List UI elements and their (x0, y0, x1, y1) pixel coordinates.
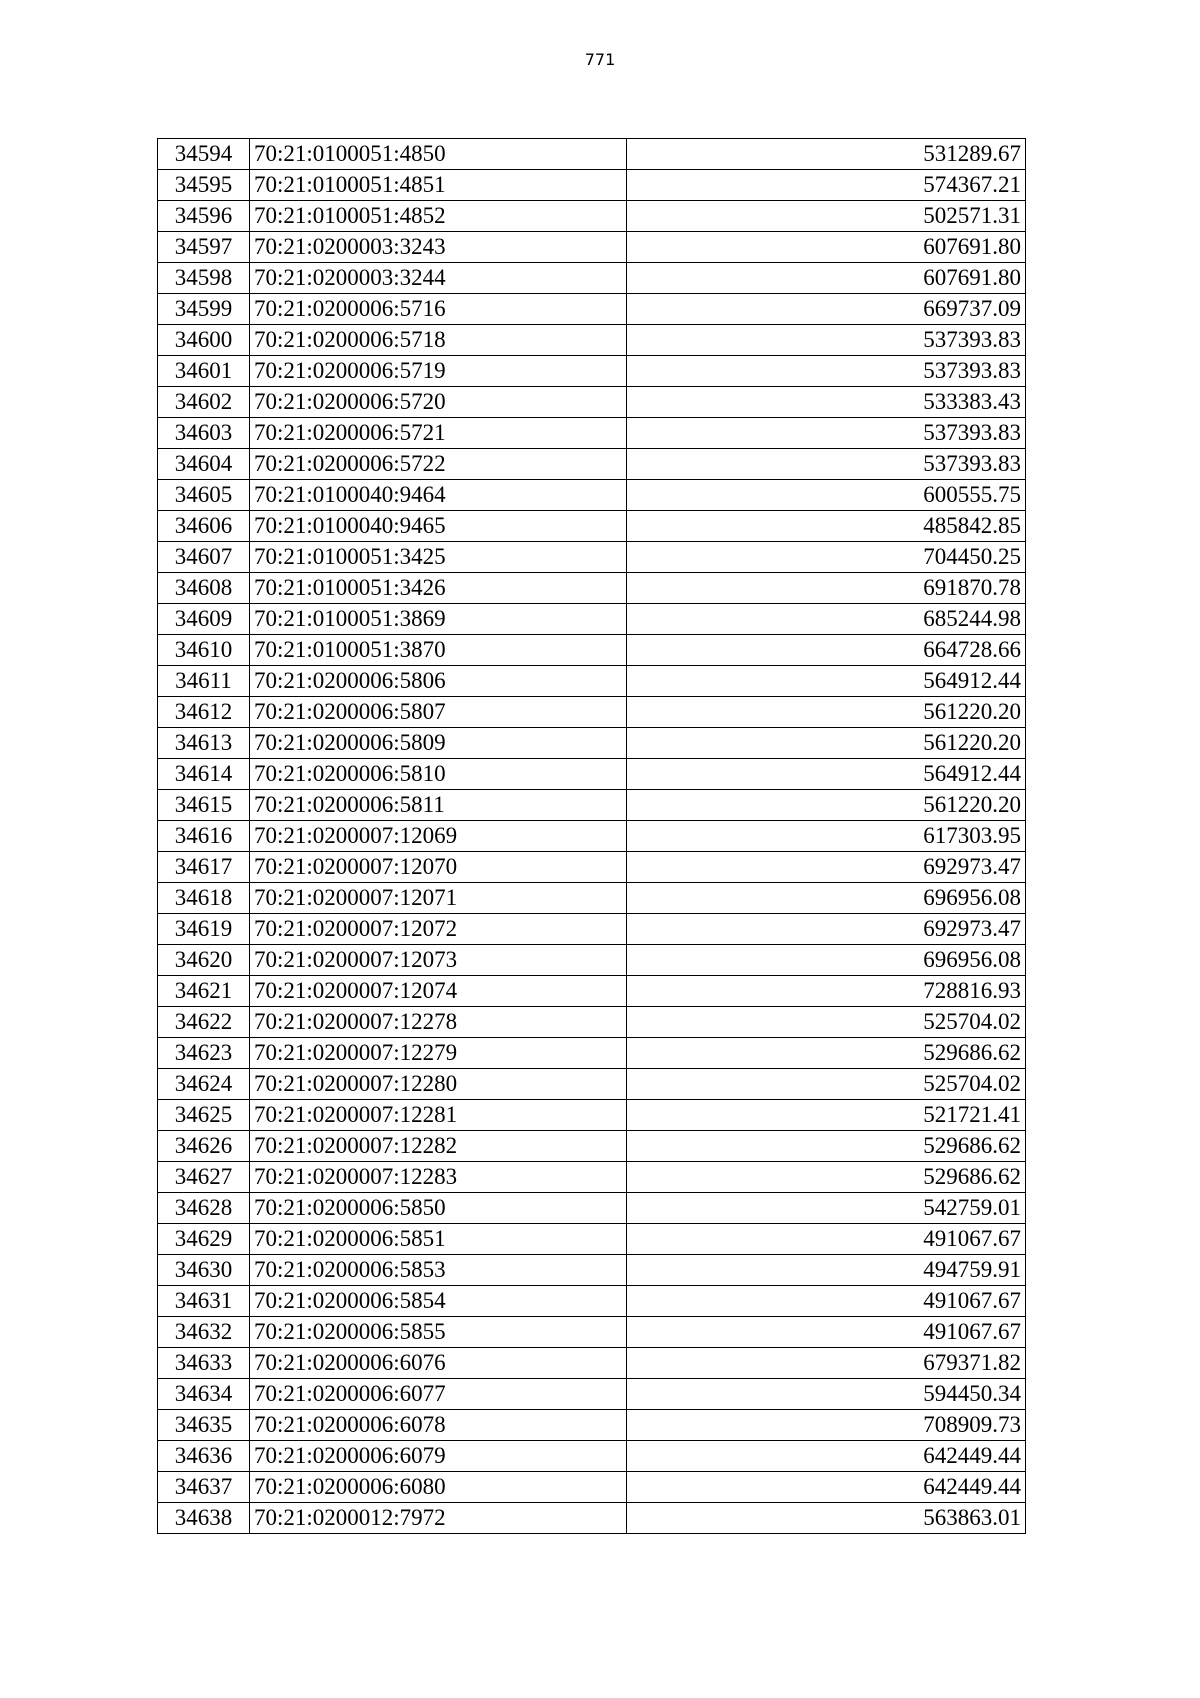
table-row (158, 1069, 1026, 1100)
cadastral-value-cell: 574367.21 (626, 170, 1025, 201)
cadastral-number-cell: 70:21:0100051:3870 (249, 635, 626, 666)
cadastral-number-cell: 70:21:0200006:5719 (249, 356, 626, 387)
table-row (158, 1162, 1026, 1193)
cadastral-number-cell: 70:21:0200007:12281 (249, 1100, 626, 1131)
cadastral-value-cell: 679371.82 (626, 1348, 1025, 1379)
table-row (158, 1193, 1026, 1224)
cadastral-number-cell: 70:21:0200006:5854 (249, 1286, 626, 1317)
cadastral-value-cell: 600555.75 (626, 480, 1025, 511)
row-number-cell: 34610 (158, 635, 250, 666)
row-number-cell: 34618 (158, 883, 250, 914)
cadastral-number-cell: 70:21:0200006:5718 (249, 325, 626, 356)
row-number-cell: 34598 (158, 263, 250, 294)
cadastral-value-cell: 537393.83 (626, 418, 1025, 449)
row-number-cell: 34635 (158, 1410, 250, 1441)
table-row (158, 170, 1026, 201)
cadastral-value-cell: 529686.62 (626, 1131, 1025, 1162)
cadastral-value-cell: 525704.02 (626, 1007, 1025, 1038)
cadastral-value-cell: 529686.62 (626, 1038, 1025, 1069)
row-number-cell: 34631 (158, 1286, 250, 1317)
cadastral-number-cell: 70:21:0200006:6079 (249, 1441, 626, 1472)
cadastral-number-cell: 70:21:0200007:12283 (249, 1162, 626, 1193)
table-row (158, 635, 1026, 666)
cadastral-number-cell: 70:21:0200006:5722 (249, 449, 626, 480)
cadastral-number-cell: 70:21:0200006:6078 (249, 1410, 626, 1441)
table-row (158, 821, 1026, 852)
cadastral-value-cell: 642449.44 (626, 1441, 1025, 1472)
table-row (158, 1255, 1026, 1286)
cadastral-number-cell: 70:21:0200007:12071 (249, 883, 626, 914)
row-number-cell: 34629 (158, 1224, 250, 1255)
cadastral-number-cell: 70:21:0200003:3243 (249, 232, 626, 263)
table-row (158, 449, 1026, 480)
cadastral-number-cell: 70:21:0200007:12278 (249, 1007, 626, 1038)
cadastral-number-cell: 70:21:0200007:12074 (249, 976, 626, 1007)
table-row (158, 511, 1026, 542)
cadastral-value-cell: 664728.66 (626, 635, 1025, 666)
cadastral-number-cell: 70:21:0200006:5721 (249, 418, 626, 449)
cadastral-value-cell: 502571.31 (626, 201, 1025, 232)
cadastral-number-cell: 70:21:0100051:3425 (249, 542, 626, 573)
cadastral-number-cell: 70:21:0200006:5806 (249, 666, 626, 697)
cadastral-number-cell: 70:21:0200006:5809 (249, 728, 626, 759)
cadastral-value-cell: 692973.47 (626, 852, 1025, 883)
cadastral-number-cell: 70:21:0200007:12282 (249, 1131, 626, 1162)
cadastral-number-cell: 70:21:0200006:6077 (249, 1379, 626, 1410)
cadastral-value-cell: 685244.98 (626, 604, 1025, 635)
table-row (158, 356, 1026, 387)
row-number-cell: 34608 (158, 573, 250, 604)
cadastral-value-cell: 561220.20 (626, 697, 1025, 728)
row-number-cell: 34634 (158, 1379, 250, 1410)
row-number-cell: 34597 (158, 232, 250, 263)
cadastral-value-cell: 521721.41 (626, 1100, 1025, 1131)
row-number-cell: 34595 (158, 170, 250, 201)
table-row (158, 1038, 1026, 1069)
cadastral-number-cell: 70:21:0200007:12069 (249, 821, 626, 852)
row-number-cell: 34602 (158, 387, 250, 418)
cadastral-number-cell: 70:21:0200006:5811 (249, 790, 626, 821)
row-number-cell: 34630 (158, 1255, 250, 1286)
cadastral-value-cell: 704450.25 (626, 542, 1025, 573)
row-number-cell: 34633 (158, 1348, 250, 1379)
cadastral-value-cell: 542759.01 (626, 1193, 1025, 1224)
cadastral-value-cell: 691870.78 (626, 573, 1025, 604)
page-number: 771 (584, 50, 616, 69)
cadastral-value-cell: 531289.67 (626, 139, 1025, 170)
table-row (158, 1503, 1026, 1534)
row-number-cell: 34636 (158, 1441, 250, 1472)
cadastral-value-cell: 607691.80 (626, 263, 1025, 294)
table-row (158, 1410, 1026, 1441)
row-number-cell: 34626 (158, 1131, 250, 1162)
row-number-cell: 34614 (158, 759, 250, 790)
cadastral-number-cell: 70:21:0100051:3426 (249, 573, 626, 604)
cadastral-number-cell: 70:21:0100051:4851 (249, 170, 626, 201)
cadastral-number-cell: 70:21:0200006:5855 (249, 1317, 626, 1348)
cadastral-number-cell: 70:21:0200007:12280 (249, 1069, 626, 1100)
row-number-cell: 34620 (158, 945, 250, 976)
cadastral-number-cell: 70:21:0200006:6080 (249, 1472, 626, 1503)
cadastral-number-cell: 70:21:0100051:4850 (249, 139, 626, 170)
cadastral-value-cell: 669737.09 (626, 294, 1025, 325)
cadastral-value-cell: 696956.08 (626, 883, 1025, 914)
cadastral-value-cell: 491067.67 (626, 1286, 1025, 1317)
cadastral-number-cell: 70:21:0200006:5720 (249, 387, 626, 418)
table-row (158, 1286, 1026, 1317)
table-row (158, 573, 1026, 604)
row-number-cell: 34612 (158, 697, 250, 728)
row-number-cell: 34628 (158, 1193, 250, 1224)
row-number-cell: 34637 (158, 1472, 250, 1503)
table-row (158, 852, 1026, 883)
row-number-cell: 34607 (158, 542, 250, 573)
row-number-cell: 34609 (158, 604, 250, 635)
cadastral-value-cell: 708909.73 (626, 1410, 1025, 1441)
cadastral-value-cell: 525704.02 (626, 1069, 1025, 1100)
cadastral-value-cell: 564912.44 (626, 759, 1025, 790)
cadastral-number-cell: 70:21:0100051:3869 (249, 604, 626, 635)
table-row (158, 480, 1026, 511)
row-number-cell: 34638 (158, 1503, 250, 1534)
cadastral-number-cell: 70:21:0200006:5853 (249, 1255, 626, 1286)
cadastral-value-cell: 561220.20 (626, 790, 1025, 821)
row-number-cell: 34619 (158, 914, 250, 945)
cadastral-value-cell: 728816.93 (626, 976, 1025, 1007)
table-row (158, 1379, 1026, 1410)
table-row (158, 728, 1026, 759)
cadastral-number-cell: 70:21:0100051:4852 (249, 201, 626, 232)
row-number-cell: 34625 (158, 1100, 250, 1131)
row-number-cell: 34601 (158, 356, 250, 387)
table-body (158, 139, 1026, 1534)
cadastral-value-cell: 607691.80 (626, 232, 1025, 263)
table-row (158, 294, 1026, 325)
cadastral-value-cell: 563863.01 (626, 1503, 1025, 1534)
cadastral-value-cell: 692973.47 (626, 914, 1025, 945)
cadastral-value-cell: 537393.83 (626, 356, 1025, 387)
row-number-cell: 34632 (158, 1317, 250, 1348)
row-number-cell: 34623 (158, 1038, 250, 1069)
cadastral-value-cell: 533383.43 (626, 387, 1025, 418)
cadastral-number-cell: 70:21:0200007:12073 (249, 945, 626, 976)
cadastral-number-cell: 70:21:0200006:5807 (249, 697, 626, 728)
table-row (158, 1441, 1026, 1472)
table-row (158, 914, 1026, 945)
row-number-cell: 34622 (158, 1007, 250, 1038)
table-row (158, 1317, 1026, 1348)
table-row (158, 1472, 1026, 1503)
table-row (158, 1131, 1026, 1162)
cadastral-value-cell: 564912.44 (626, 666, 1025, 697)
table-row (158, 1100, 1026, 1131)
table-row (158, 418, 1026, 449)
cadastral-number-cell: 70:21:0200006:6076 (249, 1348, 626, 1379)
table-row (158, 263, 1026, 294)
table-row (158, 790, 1026, 821)
cadastral-value-table (157, 138, 1026, 1534)
cadastral-number-cell: 70:21:0200006:5810 (249, 759, 626, 790)
cadastral-value-cell: 561220.20 (626, 728, 1025, 759)
cadastral-number-cell: 70:21:0100040:9465 (249, 511, 626, 542)
row-number-cell: 34603 (158, 418, 250, 449)
cadastral-value-cell: 537393.83 (626, 449, 1025, 480)
cadastral-number-cell: 70:21:0200003:3244 (249, 263, 626, 294)
cadastral-number-cell: 70:21:0200006:5850 (249, 1193, 626, 1224)
cadastral-number-cell: 70:21:0200007:12072 (249, 914, 626, 945)
row-number-cell: 34611 (158, 666, 250, 697)
table-row (158, 1007, 1026, 1038)
row-number-cell: 34627 (158, 1162, 250, 1193)
table-row (158, 759, 1026, 790)
table-row (158, 387, 1026, 418)
row-number-cell: 34605 (158, 480, 250, 511)
table-row (158, 976, 1026, 1007)
table-row (158, 325, 1026, 356)
cadastral-number-cell: 70:21:0200006:5851 (249, 1224, 626, 1255)
table-row (158, 883, 1026, 914)
table-row (158, 139, 1026, 170)
row-number-cell: 34617 (158, 852, 250, 883)
row-number-cell: 34624 (158, 1069, 250, 1100)
row-number-cell: 34613 (158, 728, 250, 759)
cadastral-value-cell: 594450.34 (626, 1379, 1025, 1410)
cadastral-value-cell: 491067.67 (626, 1317, 1025, 1348)
cadastral-value-cell: 485842.85 (626, 511, 1025, 542)
cadastral-value-cell: 537393.83 (626, 325, 1025, 356)
row-number-cell: 34600 (158, 325, 250, 356)
cadastral-value-cell: 491067.67 (626, 1224, 1025, 1255)
row-number-cell: 34604 (158, 449, 250, 480)
cadastral-value-cell: 642449.44 (626, 1472, 1025, 1503)
table-row (158, 232, 1026, 263)
table-row (158, 1348, 1026, 1379)
row-number-cell: 34606 (158, 511, 250, 542)
table-row (158, 604, 1026, 635)
table-row (158, 201, 1026, 232)
cadastral-value-cell: 696956.08 (626, 945, 1025, 976)
table-row (158, 945, 1026, 976)
cadastral-value-cell: 494759.91 (626, 1255, 1025, 1286)
row-number-cell: 34594 (158, 139, 250, 170)
cadastral-value-cell: 617303.95 (626, 821, 1025, 852)
row-number-cell: 34596 (158, 201, 250, 232)
table-row (158, 666, 1026, 697)
row-number-cell: 34599 (158, 294, 250, 325)
cadastral-number-cell: 70:21:0200006:5716 (249, 294, 626, 325)
row-number-cell: 34615 (158, 790, 250, 821)
cadastral-number-cell: 70:21:0100040:9464 (249, 480, 626, 511)
cadastral-number-cell: 70:21:0200007:12279 (249, 1038, 626, 1069)
row-number-cell: 34621 (158, 976, 250, 1007)
table-row (158, 1224, 1026, 1255)
cadastral-number-cell: 70:21:0200007:12070 (249, 852, 626, 883)
cadastral-value-cell: 529686.62 (626, 1162, 1025, 1193)
row-number-cell: 34616 (158, 821, 250, 852)
cadastral-number-cell: 70:21:0200012:7972 (249, 1503, 626, 1534)
table-row (158, 542, 1026, 573)
table-row (158, 697, 1026, 728)
